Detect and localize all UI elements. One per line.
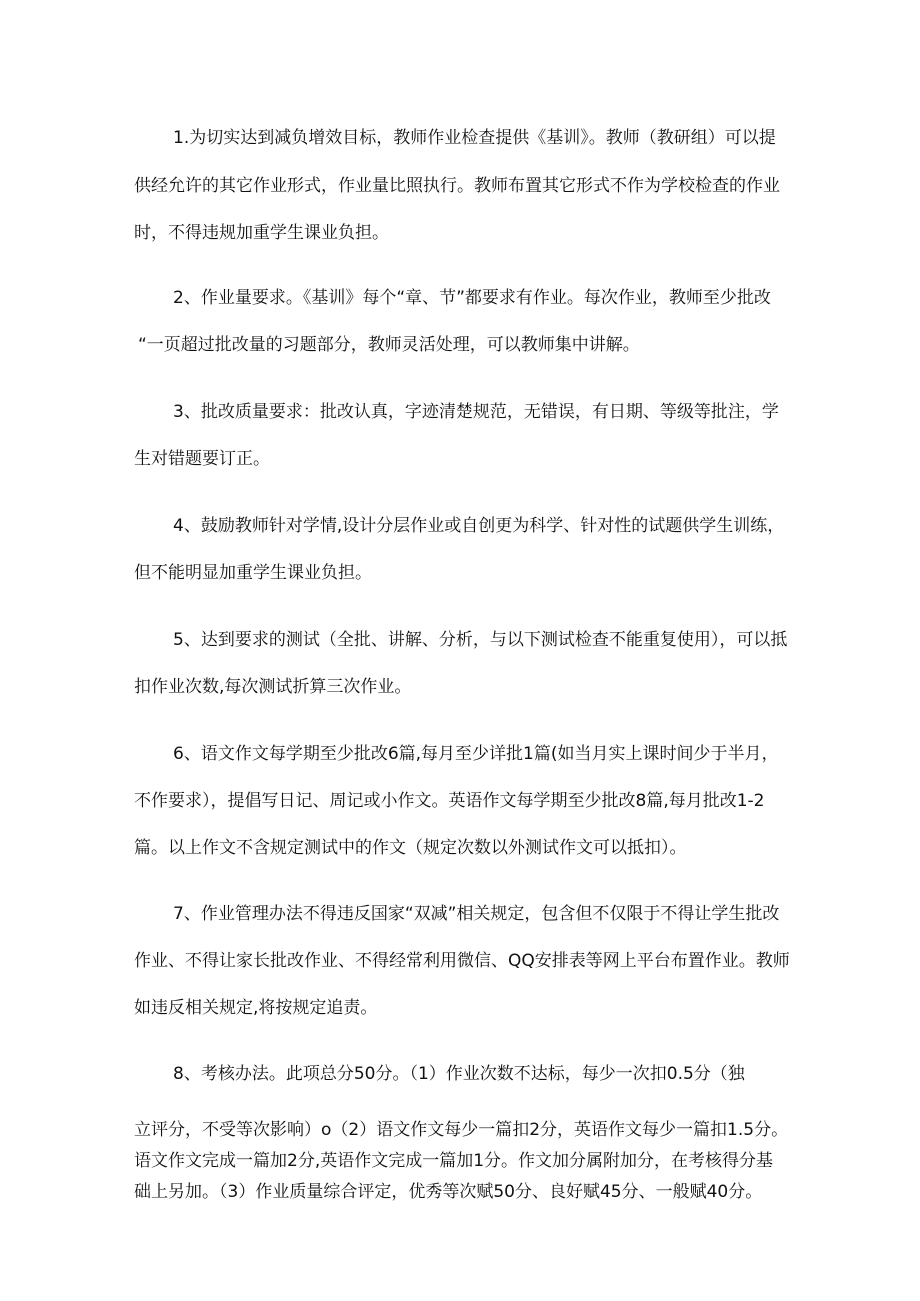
paragraph-4-line-2: 但不能明显加重学生课业负担。 bbox=[134, 563, 372, 583]
paragraph-5-line-2: 扣作业次数,每次测试折算三次作业。 bbox=[134, 677, 412, 697]
paragraph-1-line-1: 1.为切实达到减负增效目标，教师作业检查提供《基训》。教师（教研组）可以提 bbox=[173, 128, 776, 148]
paragraph-3-line-2: 生对错题要订正。 bbox=[134, 449, 270, 469]
paragraph-7-line-2: 作业、不得让家长批改作业、不得经常利用微信、QQ安排表等网上平台布置作业。教师 bbox=[134, 951, 790, 971]
paragraph-2-line-2: “一页超过批改量的习题部分，教师灵活处理，可以教师集中讲解。 bbox=[138, 335, 640, 355]
paragraph-8-line-4: 础上另加。（3）作业质量综合评定，优秀等次赋50分、良好赋45分、一般赋40分。 bbox=[134, 1182, 763, 1202]
paragraph-1-line-2: 供经允许的其它作业形式，作业量比照执行。教师布置其它形式不作为学校检查的作业 bbox=[134, 176, 780, 196]
paragraph-6-line-2: 不作要求），提倡写日记、周记或小作文。英语作文每学期至少批改8篇,每月批改1-2 bbox=[134, 791, 765, 811]
paragraph-6-line-3: 篇。以上作文不含规定测试中的作文（规定次数以外测试作文可以抵扣）。 bbox=[134, 838, 687, 858]
paragraph-5-line-1: 5、达到要求的测试（全批、讲解、分析，与以下测试检查不能重复使用），可以抵 bbox=[173, 630, 788, 650]
paragraph-2-line-1: 2、作业量要求。《基训》每个“章、节”都要求有作业。每次作业，教师至少批改 bbox=[173, 288, 771, 308]
paragraph-7-line-1: 7、作业管理办法不得违反国家“双减”相关规定，包含但不仅限于不得让学生批改 bbox=[173, 904, 780, 924]
paragraph-8-line-2: 立评分，不受等次影响）o（2）语文作文每少一篇扣2分，英语作文每少一篇扣1.5分。 bbox=[134, 1120, 789, 1140]
paragraph-1-line-3: 时，不得违规加重学生课业负担。 bbox=[134, 223, 389, 243]
paragraph-8-line-1: 8、考核办法。此项总分50分。（1）作业次数不达标，每少一次扣0.5分（独 bbox=[173, 1064, 745, 1084]
paragraph-7-line-3: 如违反相关规定,将按规定追责。 bbox=[134, 998, 378, 1018]
paragraph-3-line-1: 3、批改质量要求：批改认真，字迹清楚规范，无错误，有日期、等级等批注，学 bbox=[173, 402, 779, 422]
paragraph-8-line-3: 语文作文完成一篇加2分,英语作文完成一篇加1分。作文加分属附加分，在考核得分基 bbox=[134, 1151, 774, 1171]
paragraph-4-line-1: 4、鼓励教师针对学情,设计分层作业或自创更为科学、针对性的试题供学生训练， bbox=[173, 516, 785, 536]
paragraph-6-line-1: 6、语文作文每学期至少批改6篇,每月至少详批1篇(如当月实上课时间少于半月， bbox=[173, 744, 779, 764]
